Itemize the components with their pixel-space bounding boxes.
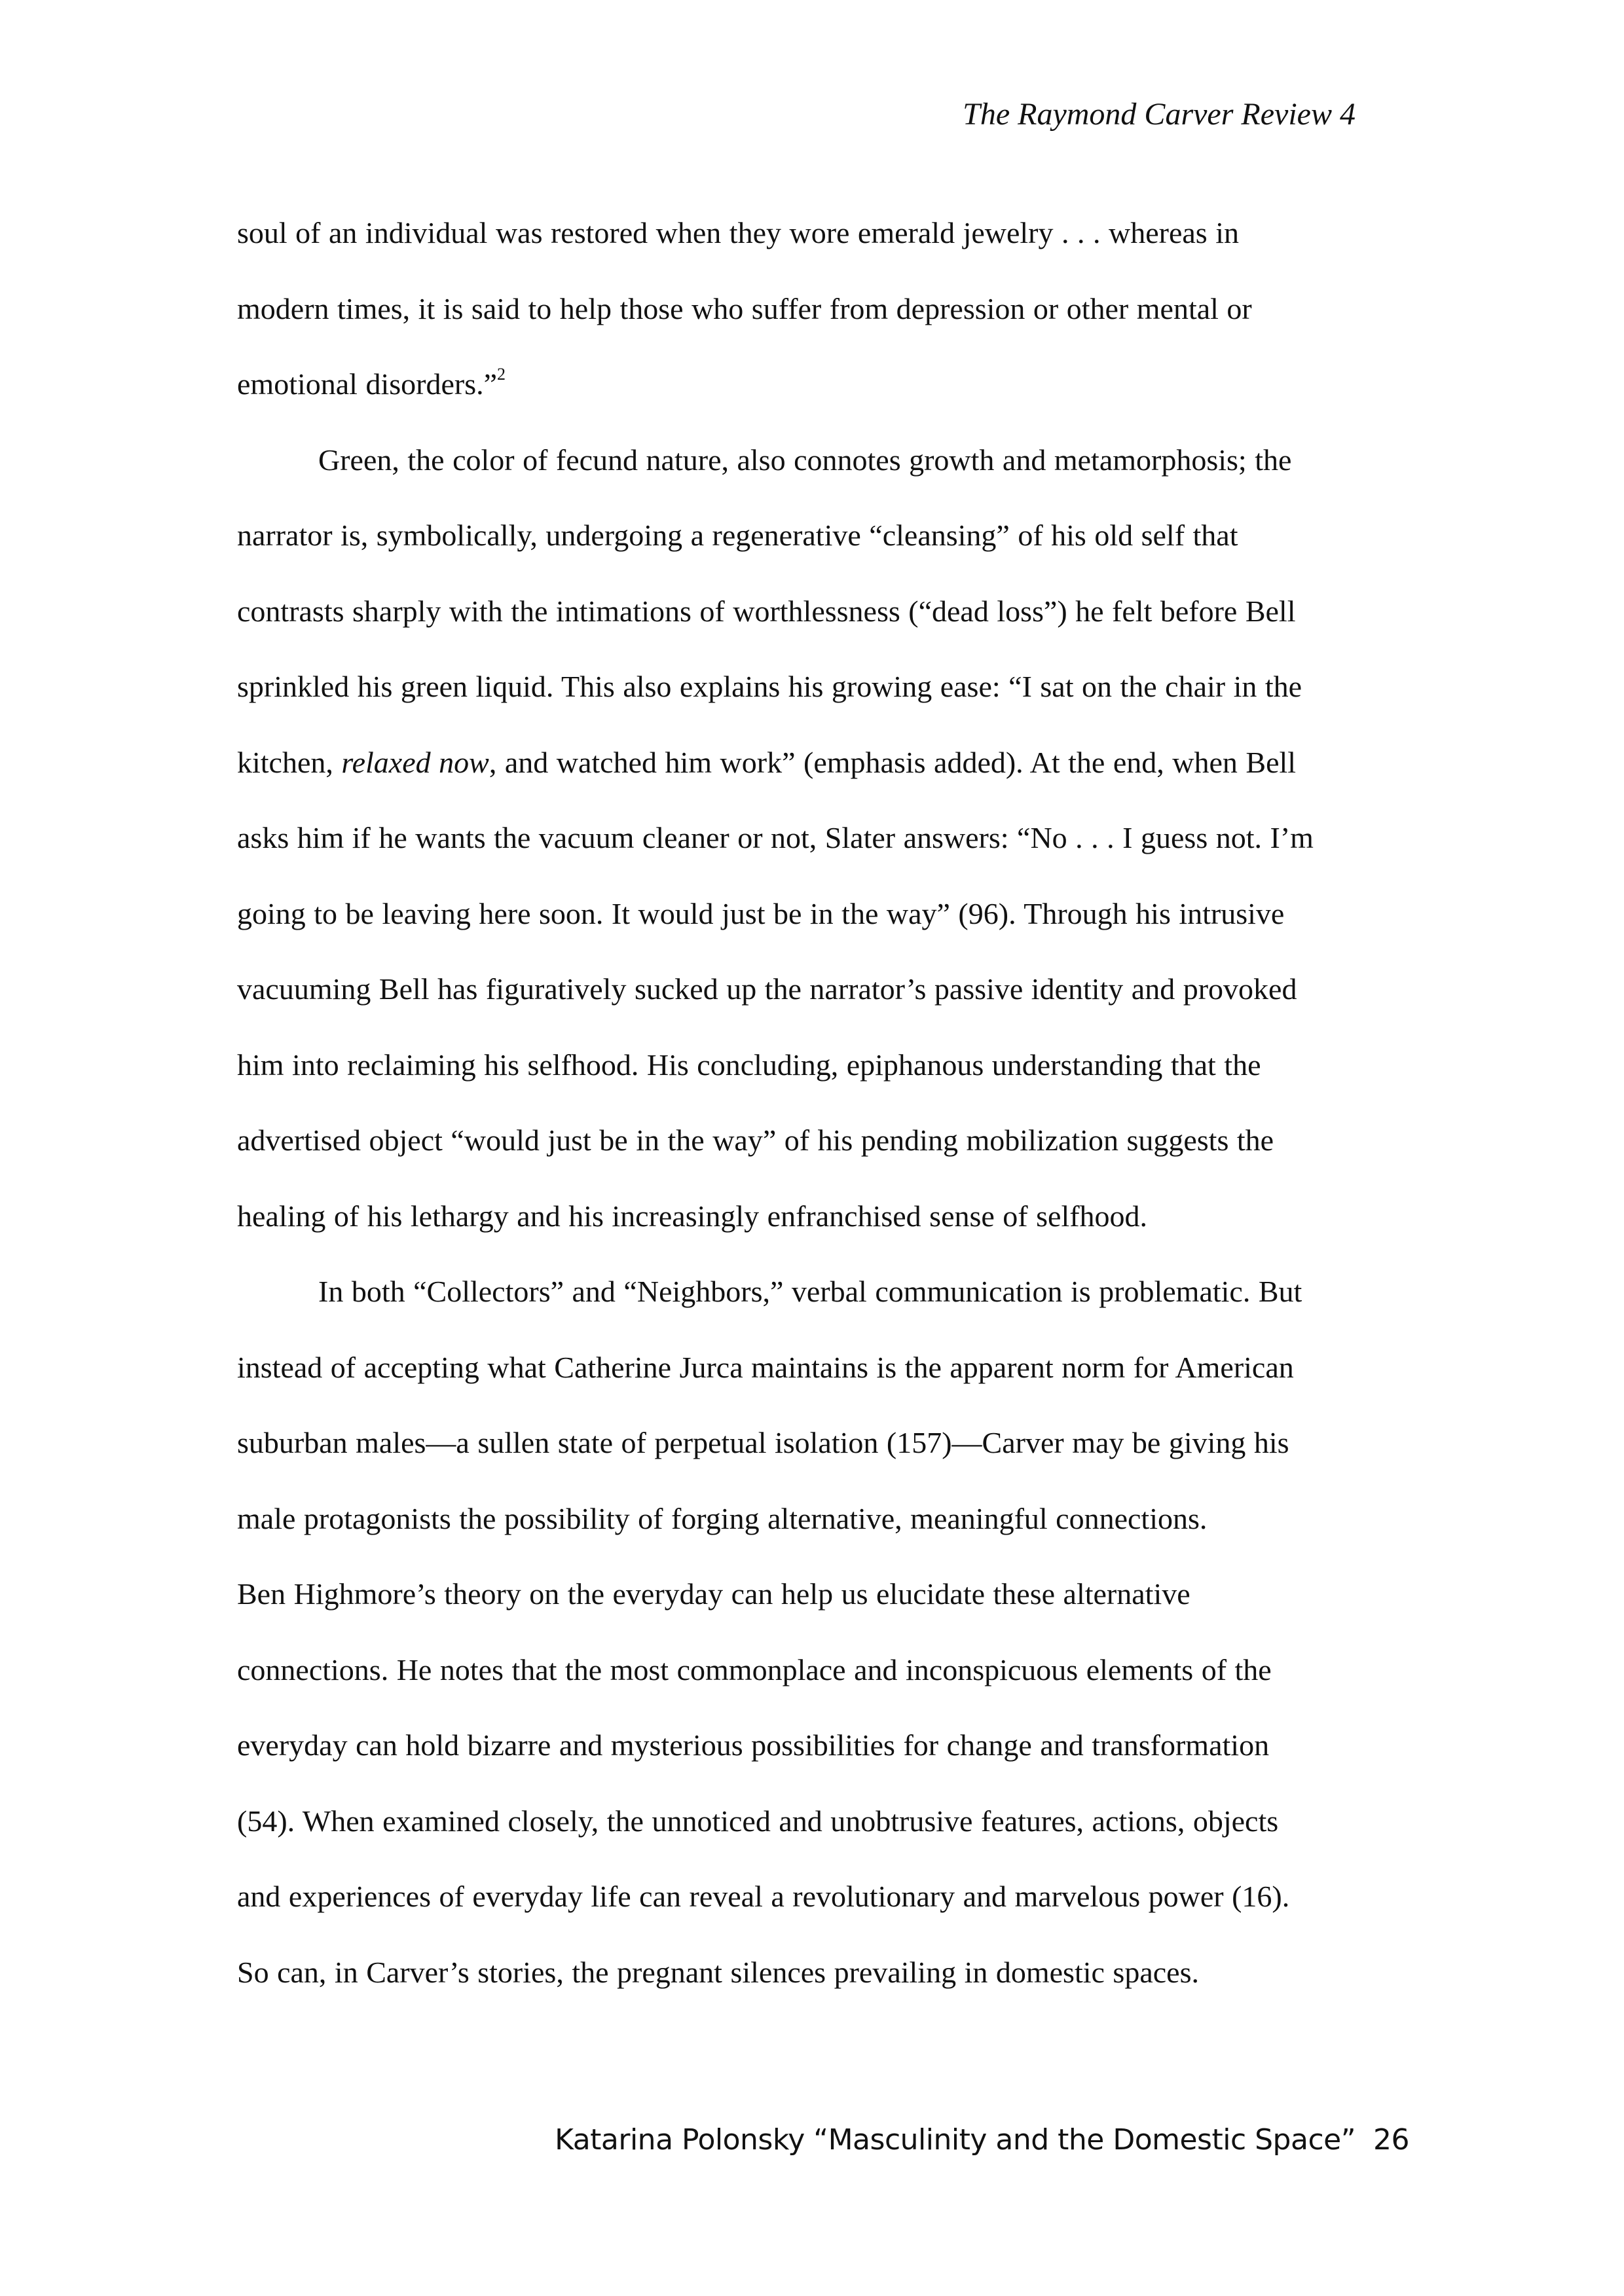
text-line: vacuuming Bell has figuratively sucked up the narrator’s passive identity and provoked [237,972,1297,1006]
text-line: him into reclaiming his selfhood. His concluding, epiphanous understanding that the [237,1048,1261,1082]
text-segment: , and watched him work” (emphasis added). At the end, when Bell [489,745,1297,779]
text-line: advertised object “would just be in the way” of his pending mobilization suggests the [237,1123,1274,1157]
text-line: Ben Highmore’s theory on the everyday can help us elucidate these alternative [237,1577,1190,1611]
page-footer [555,2121,1409,2160]
paragraph [237,195,1416,422]
paragraph [237,422,1416,1254]
text-line: (54). When examined closely, the unnoticed and unobtrusive features, actions, objects [237,1804,1279,1838]
text-line: suburban males—a sullen state of perpetual isolation (157)—Carver may be giving his [237,1426,1289,1459]
paragraph [237,1254,1416,2010]
text-line: going to be leaving here soon. It would just be in the way” (96). Through his intrusive [237,896,1285,930]
page-number: 26 [1373,2123,1409,2157]
text-line: instead of accepting what Catherine Jurca maintains is the apparent norm for American [237,1350,1294,1384]
text-line: soul of an individual was restored when they wore emerald jewelry . . . whereas in [237,216,1239,249]
text-line: modern times, it is said to help those who suffer from depression or other mental or [237,291,1252,325]
footer-citation: Katarina Polonsky “Masculinity and the Domestic Space” [555,2123,1356,2157]
text-line: In both “Collectors” and “Neighbors,” verbal communication is problematic. But [318,1275,1302,1308]
running-header: The Raymond Carver Review 4 [963,97,1356,132]
body-text [237,195,1416,2010]
text-line: healing of his lethargy and his increasingly enfranchised sense of selfhood. [237,1199,1148,1233]
text-line: narrator is, symbolically, undergoing a regenerative “cleansing” of his old self that [237,519,1238,552]
text-line: So can, in Carver’s stories, the pregnant silences prevailing in domestic spaces. [237,1955,1199,1989]
text-line: Green, the color of fecund nature, also connotes growth and metamorphosis; the [318,443,1292,477]
text-line: male protagonists the possibility of forging alternative, meaningful connections. [237,1501,1208,1535]
text-line: contrasts sharply with the intimations of worthlessness (“dead loss”) he felt before Bell [237,594,1296,628]
footnote-marker[interactable]: 2 [497,365,506,384]
text-line: sprinkled his green liquid. This also explains his growing ease: “I sat on the chair in the [237,670,1302,703]
emphasis-text: relaxed now [341,745,489,779]
text-line: asks him if he wants the vacuum cleaner or not, Slater answers: “No . . . I guess not. I’m [237,821,1314,854]
text-segment: kitchen, [237,745,342,779]
text-segment: emotional disorders.” [237,367,498,401]
text-line: connections. He notes that the most commonplace and inconspicuous elements of the [237,1652,1272,1686]
text-line: and experiences of everyday life can reveal a revolutionary and marvelous power (16). [237,1880,1290,1913]
text-line [237,346,1416,422]
text-line: everyday can hold bizarre and mysterious possibilities for change and transformation [237,1728,1270,1762]
text-line [237,725,1416,801]
